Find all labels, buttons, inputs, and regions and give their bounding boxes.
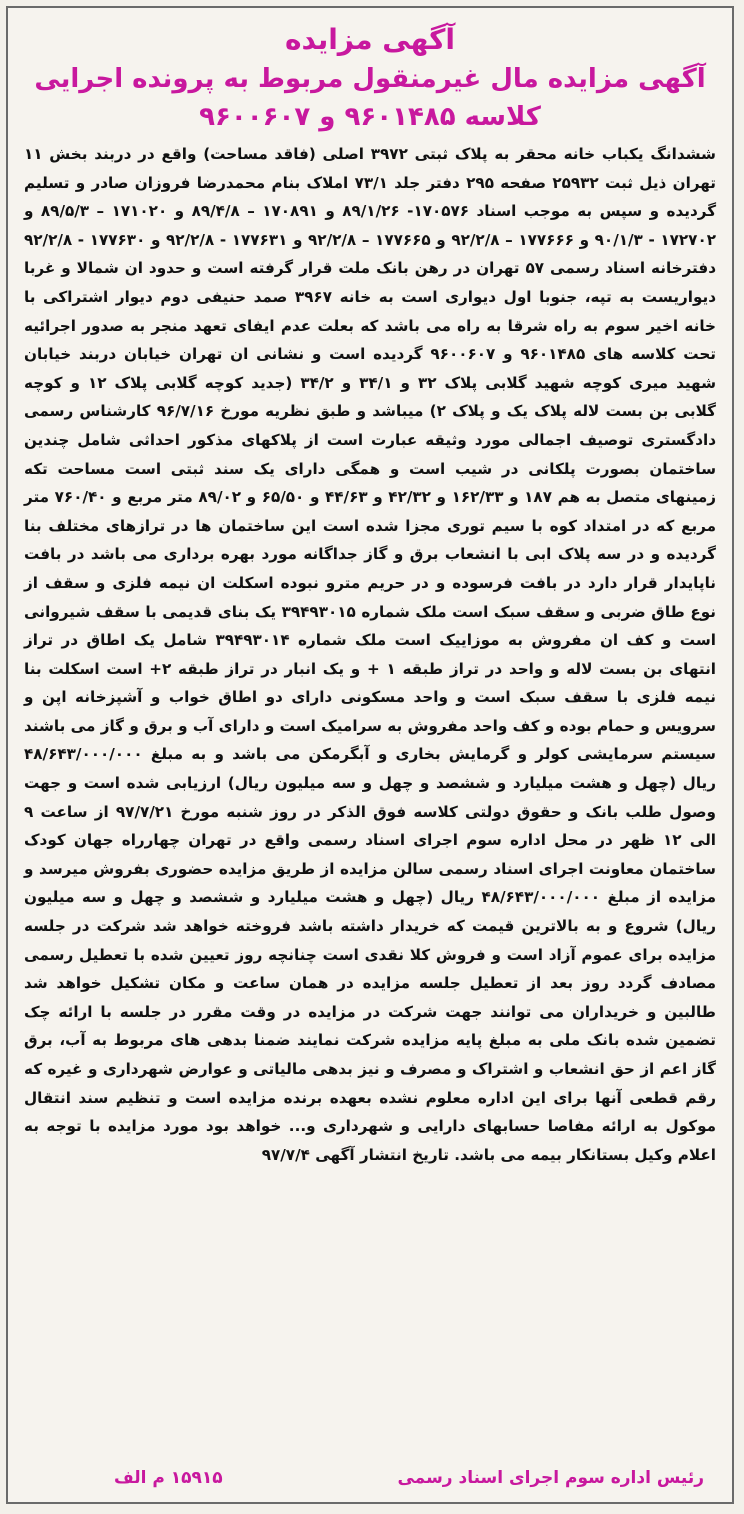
notice-footer	[22, 1458, 718, 1488]
auction-notice	[6, 6, 734, 1504]
notice-subtitle: آگهی مزایده مال غیرمنقول مربوط به پرونده اجرایی	[34, 64, 706, 94]
notice-code: ۱۵۹۱۵ م الف	[114, 1468, 223, 1488]
notice-title: آگهی مزایده	[284, 23, 455, 56]
notice-body-text: ششدانگ یکباب خانه محقر به پلاک ثبتی ۳۹۷۲ اصلی (فاقد مساحت) واقع در دربند بخش ۱۱ تهران ذیل ثبت ۲۵۹۳۲ صفحه ۲۹۵ دفتر جلد ۷۳/۱ املاک بنام محمدرضا فروزان صادر و تسلیم گردیده و سپس به موجب اسناد ۱۷۰۵۷۶- ۸۹/۱/۲۶ و ۱۷۰۸۹۱ – ۸۹/۴/۸ و ۱۷۱۰۲۰ – ۸۹/۵/۳ و ۱۷۲۷۰۲ - ۹۰/۱/۳ و ۱۷۷۶۶۶ – ۹۲/۲/۸ و ۱۷۷۶۶۵ – ۹۲/۲/۸ و ۱۷۷۶۳۱ - ۹۲/۲/۸ و ۱۷۷۶۳۰ - ۹۲/۲/۸ دفترخانه اسناد رسمی ۵۷ تهران در رهن بانک ملت قرار گرفته است و حدود ان شمالا و غربا دیواریست به تپه، جنوبا اول دیواری است به خانه ۳۹۶۷ صمد حنیفی دوم دیوار اشتراکی با خانه اخیر سوم به راه شرقا به راه می باشد که بعلت عدم ایفای تعهد منجر به صدور اجرائیه تحت کلاسه های ۹۶۰۱۴۸۵ و ۹۶۰۰۶۰۷ گردیده است و نشانی ان تهران خیابان دربند خیابان شهید میری کوچه شهید گلابی پلاک ۳۲ و ۳۴/۱ و ۳۴/۲ (جدید کوچه گلابی پلاک ۱۲ و کوچه گلابی بن بست لاله پلاک یک و پلاک ۲) میباشد و طبق نظریه مورخ ۹۶/۷/۱۶ کارشناس رسمی دادگستری توصیف اجمالی مورد وثیقه عبارت است از پلاکهای مذکور احداثی شامل چندین ساختمان بصورت پلکانی در شیب است و همگی دارای یک سند ثبتی است مساحت تکه زمینهای متصل به هم ۱۸۷ و ۱۶۲/۳۳ و ۴۲/۳۲ و ۴۴/۶۳ و ۶۵/۵۰ و ۸۹/۰۲ متر مربع و ۷۶۰/۴۰ متر مربع که در امتداد کوه با سیم توری مجزا شده است این ساختمان ها در ترازهای مختلف بنا گردیده و در سه پلاک ابی با انشعاب برق و گاز جداگانه مورد بهره برداری می باشد در بافت ناپایدار قرار دارد در بافت فرسوده و در حریم مترو نبوده اسکلت ان نیمه فلزی و سقف از نوع طاق ضربی و سقف سبک است ملک شماره ۳۹۴۹۳۰۱۵ یک بنای قدیمی با سقف شیروانی است و کف ان مفروش به موزاییک است ملک شماره ۳۹۴۹۳۰۱۴ شامل یک اطاق در تراز انتهای بن بست لاله و واحد در تراز طبقه ۱ + و یک انبار در تراز طبقه ۲+ است اسکلت بنا نیمه فلزی با سقف سبک است و واحد مسکونی دارای دو اطاق خواب و آشپزخانه اپن و سرویس و حمام بوده و کف واحد مفروش به سرامیک است و دارای آب و برق و گاز می باشند سیستم سرمایشی کولر و گرمایش بخاری و آبگرمکن می باشد و به مبلغ ۴۸/۶۴۳/۰۰۰/۰۰۰ ریال (چهل و هشت میلیارد و ششصد و چهل و سه میلیون ریال) ارزیابی شده است و جهت وصول طلب بانک و حقوق دولتی کلاسه فوق الذکر در روز شنبه مورخ ۹۷/۷/۲۱ از ساعت ۹ الی ۱۲ ظهر در محل اداره سوم اجرای اسناد رسمی واقع در تهران چهارراه جهان کودک ساختمان معاونت اجرای اسناد رسمی سالن مزایده از طریق مزایده حضوری بفروش میرسد و مزایده از مبلغ ۴۸/۶۴۳/۰۰۰/۰۰۰ ریال (چهل و هشت میلیارد و ششصد و چهل و سه میلیون ریال) شروع و به بالاترین قیمت که خریدار داشته باشد فروخته خواهد شد شرکت در جلسه مزایده برای عموم آزاد است و فروش کلا نقدی است چنانچه روز تعیین شده با تعطیل رسمی مصادف گردد روز بعد از تعطیل جلسه مزایده در همان ساعت و مکان تشکیل خواهد شد طالبین و خریداران می توانند جهت شرکت در مزایده در وقت مقرر در جلسه با ارائه چک تضمین شده بانک ملی به مبلغ پایه مزایده شرکت نمایند ضمنا بدهی های مربوط به آب، برق گاز اعم از حق انشعاب و اشتراک و مصرف و نیز بدهی مالیاتی و عوارض شهرداری و غیره که رقم قطعی آنها برای این اداره معلوم نشده بعهده برنده مزایده است و تنظیم سند انتقال موکول به ارائه مفاصا حسابهای دارایی و شهرداری و... خواهد بود مورد مزایده با توجه به اعلام وکیل بستانکار بیمه می باشد. تاریخ انتشار آگهی ۹۷/۷/۴	[24, 145, 717, 1164]
case-number-line: کلاسه ۹۶۰۱۴۸۵ و ۹۶۰۰۶۰۷	[199, 102, 541, 132]
notice-header	[8, 8, 732, 136]
signature-line: رئیس اداره سوم اجرای اسناد رسمی	[397, 1468, 704, 1488]
